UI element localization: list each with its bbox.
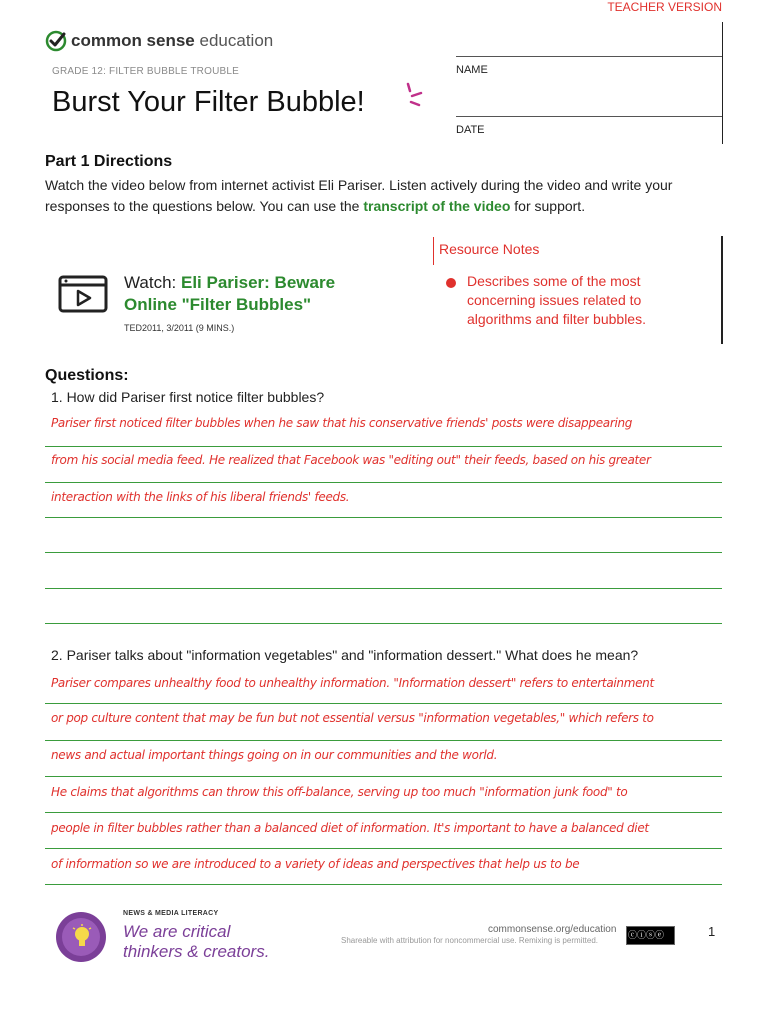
- answer-line: [45, 776, 722, 777]
- answer-line: [45, 703, 722, 704]
- name-line: [456, 56, 722, 57]
- footer-url[interactable]: commonsense.org/education: [488, 924, 617, 935]
- bullet-icon: [446, 278, 456, 288]
- teacher-version-label: TEACHER VERSION: [607, 0, 722, 14]
- answer-line-text: He claims that algorithms can throw this off-balance, serving up too much "information junk food" to: [51, 785, 628, 799]
- checkmark-circle-icon: [45, 30, 67, 52]
- answer-line: [45, 623, 722, 624]
- footer-tagline: We are critical thinkers & creators.: [123, 922, 270, 961]
- answer-line: [45, 884, 722, 885]
- part1-directions: Watch the video below from internet activist Eli Pariser. Listen actively during the video and write your responses to the questions below. You can use the transcript of the video for support.: [45, 177, 673, 214]
- answer-line-text: or pop culture content that may be fun but not essential versus "information vegetables," which refers to: [51, 711, 654, 725]
- answer-line-text: of information so we are introduced to a variety of ideas and perspectives that help us to be: [51, 857, 580, 871]
- page-number: 1: [708, 924, 716, 939]
- answer-line: [45, 552, 722, 553]
- answer-line: [45, 517, 722, 518]
- answer-line-text: people in filter bubbles rather than a balanced diet of information. It's important to have a balanced diet: [51, 821, 649, 835]
- questions-heading: Questions:: [45, 367, 129, 384]
- name-field-label: NAME: [456, 64, 488, 76]
- answer-line-text: interaction with the links of his liberal friends' feeds.: [51, 490, 350, 504]
- footer-license-text: Shareable with attribution for noncommercial use. Remixing is permitted.: [341, 936, 599, 945]
- resource-note: Describes some of the most concerning issues related to algorithms and filter bubbles.: [467, 273, 646, 327]
- answer-line: [45, 482, 722, 483]
- video-link[interactable]: Watch: Eli Pariser: Beware Online "Filter Bubbles": [124, 273, 336, 314]
- part1-heading: Part 1 Directions: [45, 153, 173, 170]
- common-sense-logo: [45, 30, 273, 52]
- answer-line-text: Pariser first noticed filter bubbles when he saw that his conservative friends' posts were disappearing: [51, 416, 633, 430]
- answer-line: [45, 812, 722, 813]
- resource-notes-border: [721, 236, 723, 344]
- date-line: [456, 116, 722, 117]
- brand-name: common sense education: [71, 31, 274, 50]
- video-meta: TED2011, 3/2011 (9 MINS.): [124, 323, 235, 333]
- answer-line: [45, 848, 722, 849]
- header-divider: [722, 22, 723, 144]
- resource-notes-title: Resource Notes: [439, 241, 540, 257]
- resource-notes-bar: [433, 237, 434, 265]
- question-2: 2. Pariser talks about "information vegetables" and "information dessert." What does he mean?: [51, 647, 639, 663]
- page-title: Burst Your Filter Bubble!: [52, 86, 365, 118]
- creative-commons-glyphs: ⓒⓘⓢⓔ: [628, 931, 665, 941]
- video-player-icon: [58, 275, 108, 313]
- sparkle-icon: [400, 80, 424, 110]
- answer-line-text: from his social media feed. He realized that Facebook was "editing out" their feeds, based on his greater: [51, 453, 651, 467]
- grade-label: GRADE 12: FILTER BUBBLE TROUBLE: [52, 66, 239, 77]
- answer-line: [45, 740, 722, 741]
- answer-line: [45, 446, 722, 447]
- transcript-link[interactable]: transcript of the video: [363, 198, 511, 214]
- answer-line: [45, 588, 722, 589]
- date-field-label: DATE: [456, 124, 485, 136]
- question-1: 1. How did Pariser first notice filter bubbles?: [51, 389, 325, 405]
- footer-category: NEWS & MEDIA LITERACY: [123, 910, 219, 917]
- lightbulb-icon: [72, 924, 92, 952]
- answer-line-text: Pariser compares unhealthy food to unhealthy information. "Information dessert" refers to entertainment: [51, 676, 654, 690]
- answer-line-text: news and actual important things going on in our communities and the world.: [51, 748, 498, 762]
